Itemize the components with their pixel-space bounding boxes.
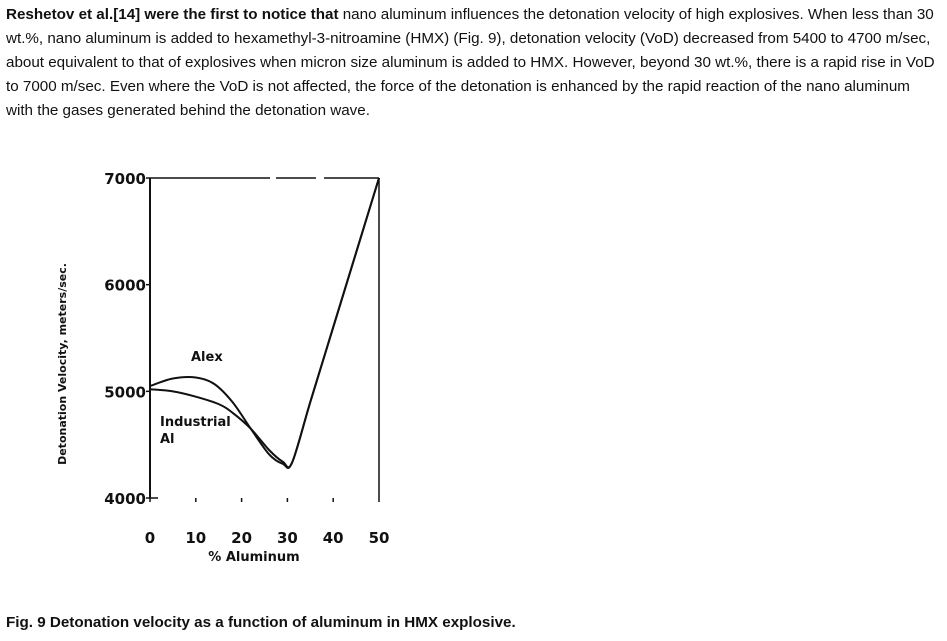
series-label-alex: Alex [191, 350, 223, 365]
figure-caption: Fig. 9 Detonation velocity as a function of aluminum in HMX explosive. [6, 614, 516, 631]
x-tick-label: 40 [322, 529, 344, 547]
paragraph-lead-bold: Reshetov et al.[14] were the first to notice that [6, 6, 339, 23]
x-tick-label: 10 [185, 529, 207, 547]
x-axis-label: % Aluminum [208, 550, 300, 565]
x-tick-label: 20 [231, 529, 253, 547]
chart-labels [56, 263, 300, 565]
x-tick-label: 30 [276, 529, 298, 547]
y-axis-label: Detonation Velocity, meters/sec. [56, 263, 69, 465]
series-label-al: Al [160, 432, 175, 447]
y-tick-label: 7000 [104, 170, 146, 188]
y-tick-label: 4000 [104, 490, 146, 508]
chart-axes [104, 170, 389, 547]
paragraph-text: nano aluminum influences the detonation velocity of high explosives. When less than 30 wt.%, nano aluminum is added to hexamethyl-3-nitroamine (HMX) (Fig. 9), detonation velocity (VoD) decreased from 5400 to 4700 m/sec, about equivalent to that of explosives when micron size aluminum is added to HMX. However, beyond 30 wt.%, there is a rapid rise in VoD to 7000 m/sec. Even where the VoD is not affected, the force of the detonation is enhanced by the rapid reaction of the nano aluminum with the gases generated behind the detonation wave. [6, 6, 935, 119]
y-tick-label: 5000 [104, 383, 146, 402]
x-tick-label: 50 [368, 529, 390, 547]
y-tick-label: 6000 [104, 276, 146, 295]
series-label-industrial: Industrial [160, 415, 231, 430]
x-tick-label: 0 [144, 529, 156, 547]
